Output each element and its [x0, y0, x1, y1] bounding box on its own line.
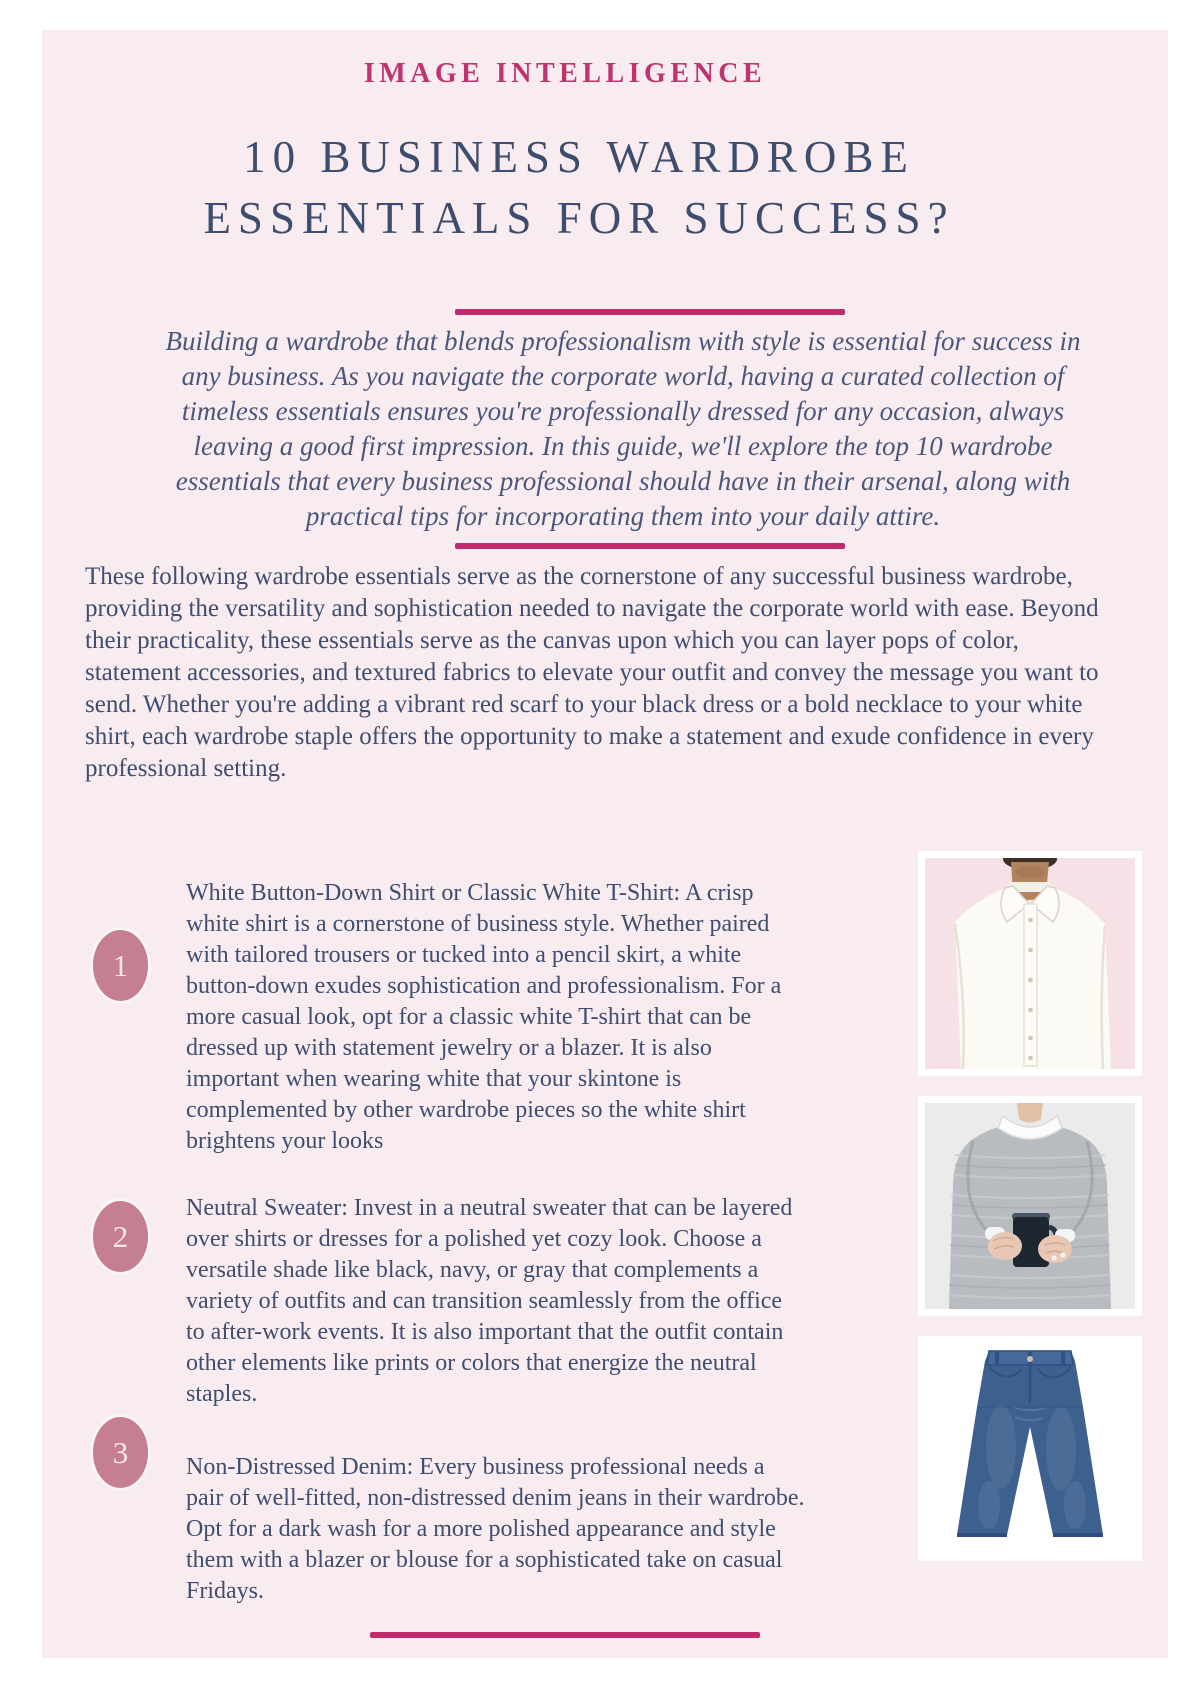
- denim-jeans-illustration: [925, 1343, 1135, 1554]
- denim-jeans-photo: [918, 1336, 1142, 1561]
- item-badge-column: [42, 1434, 186, 1488]
- top-divider: [455, 309, 845, 315]
- list-item: [42, 1193, 918, 1410]
- intro-paragraph: Building a wardrobe that blends professionalism with style is essential for success in any business. As you navigate the corporate world, having a curated collection of timeless essentials ensures you're professionally dressed for any occasion, always leaving a good first impression. In this guide, we'll explore the top 10 wardrobe essentials that every business professional should have in their arsenal, along with practical tips for incorporating them into your daily attire.: [165, 326, 1081, 531]
- middle-divider: [455, 543, 845, 549]
- neutral-sweater-illustration: [925, 1103, 1135, 1309]
- item-text: Non-Distressed Denim: Every business professional needs a pair of well-fitted, non-distressed denim jeans in their wardrobe. Opt for a dark wash for a more polished appearance and style them with a blazer or blouse for a sophisticated take on casual Fridays.: [186, 1454, 805, 1604]
- page-title: [42, 127, 1142, 249]
- item-badge-column: [42, 878, 186, 1001]
- white-button-down-shirt-photo: [918, 851, 1142, 1076]
- bottom-divider: [370, 1632, 760, 1638]
- title-line-2: ESSENTIALS FOR SUCCESS?: [203, 193, 955, 243]
- body-paragraph: These following wardrobe essentials serve as the cornerstone of any successful business wardrobe, providing the versatility and sophistication needed to navigate the corporate world with ease. Beyond their practicality, these essentials serve as the canvas upon which you can layer pops of color, statement accessories, and textured fabrics to elevate your outfit and convey the message you want to send. Whether you're adding a vibrant red scarf to your black dress or a bold necklace to your white shirt, each wardrobe staple offers the opportunity to make a statement and exude confidence in every professional setting.: [85, 563, 1099, 782]
- essentials-section: [42, 851, 1168, 1607]
- item-text: Neutral Sweater: Invest in a neutral sweater that can be layered over shirts or dresses for a polished yet cozy look. Choose a versatile shade like black, navy, or gray that complements a variety of outfits and can transition seamlessly from the office to after-work events. It is also important that the outfit contain other elements like prints or colors that energize the neutral staples.: [186, 1195, 793, 1407]
- item-number-badge: 3: [93, 1417, 148, 1488]
- item-number-badge: 2: [93, 1201, 148, 1272]
- item-badge-column: [42, 1193, 186, 1272]
- photo-column: [918, 851, 1142, 1561]
- title-line-1: 10 BUSINESS WARDROBE: [243, 132, 915, 182]
- brand-heading: IMAGE INTELLIGENCE: [363, 58, 767, 89]
- essentials-list: [42, 851, 918, 1607]
- item-text: White Button-Down Shirt or Classic White T-Shirt: A crisp white shirt is a cornerstone of business style. Whether paired with tailored trousers or tucked into a pencil skirt, a white button-down exudes sophistication and professionalism. For a more casual look, opt for a classic white T-shirt that can be dressed up with statement jewelry or a blazer. It is also important when wearing white that your skintone is complemented by other wardrobe pieces so the white shirt brightens your looks: [186, 880, 782, 1154]
- list-item: [42, 1434, 918, 1607]
- white-shirt-illustration: [925, 858, 1135, 1069]
- item-number-badge: 1: [93, 930, 148, 1001]
- pink-page-panel: [42, 30, 1168, 1658]
- neutral-sweater-photo: [918, 1096, 1142, 1316]
- list-item: [42, 878, 918, 1157]
